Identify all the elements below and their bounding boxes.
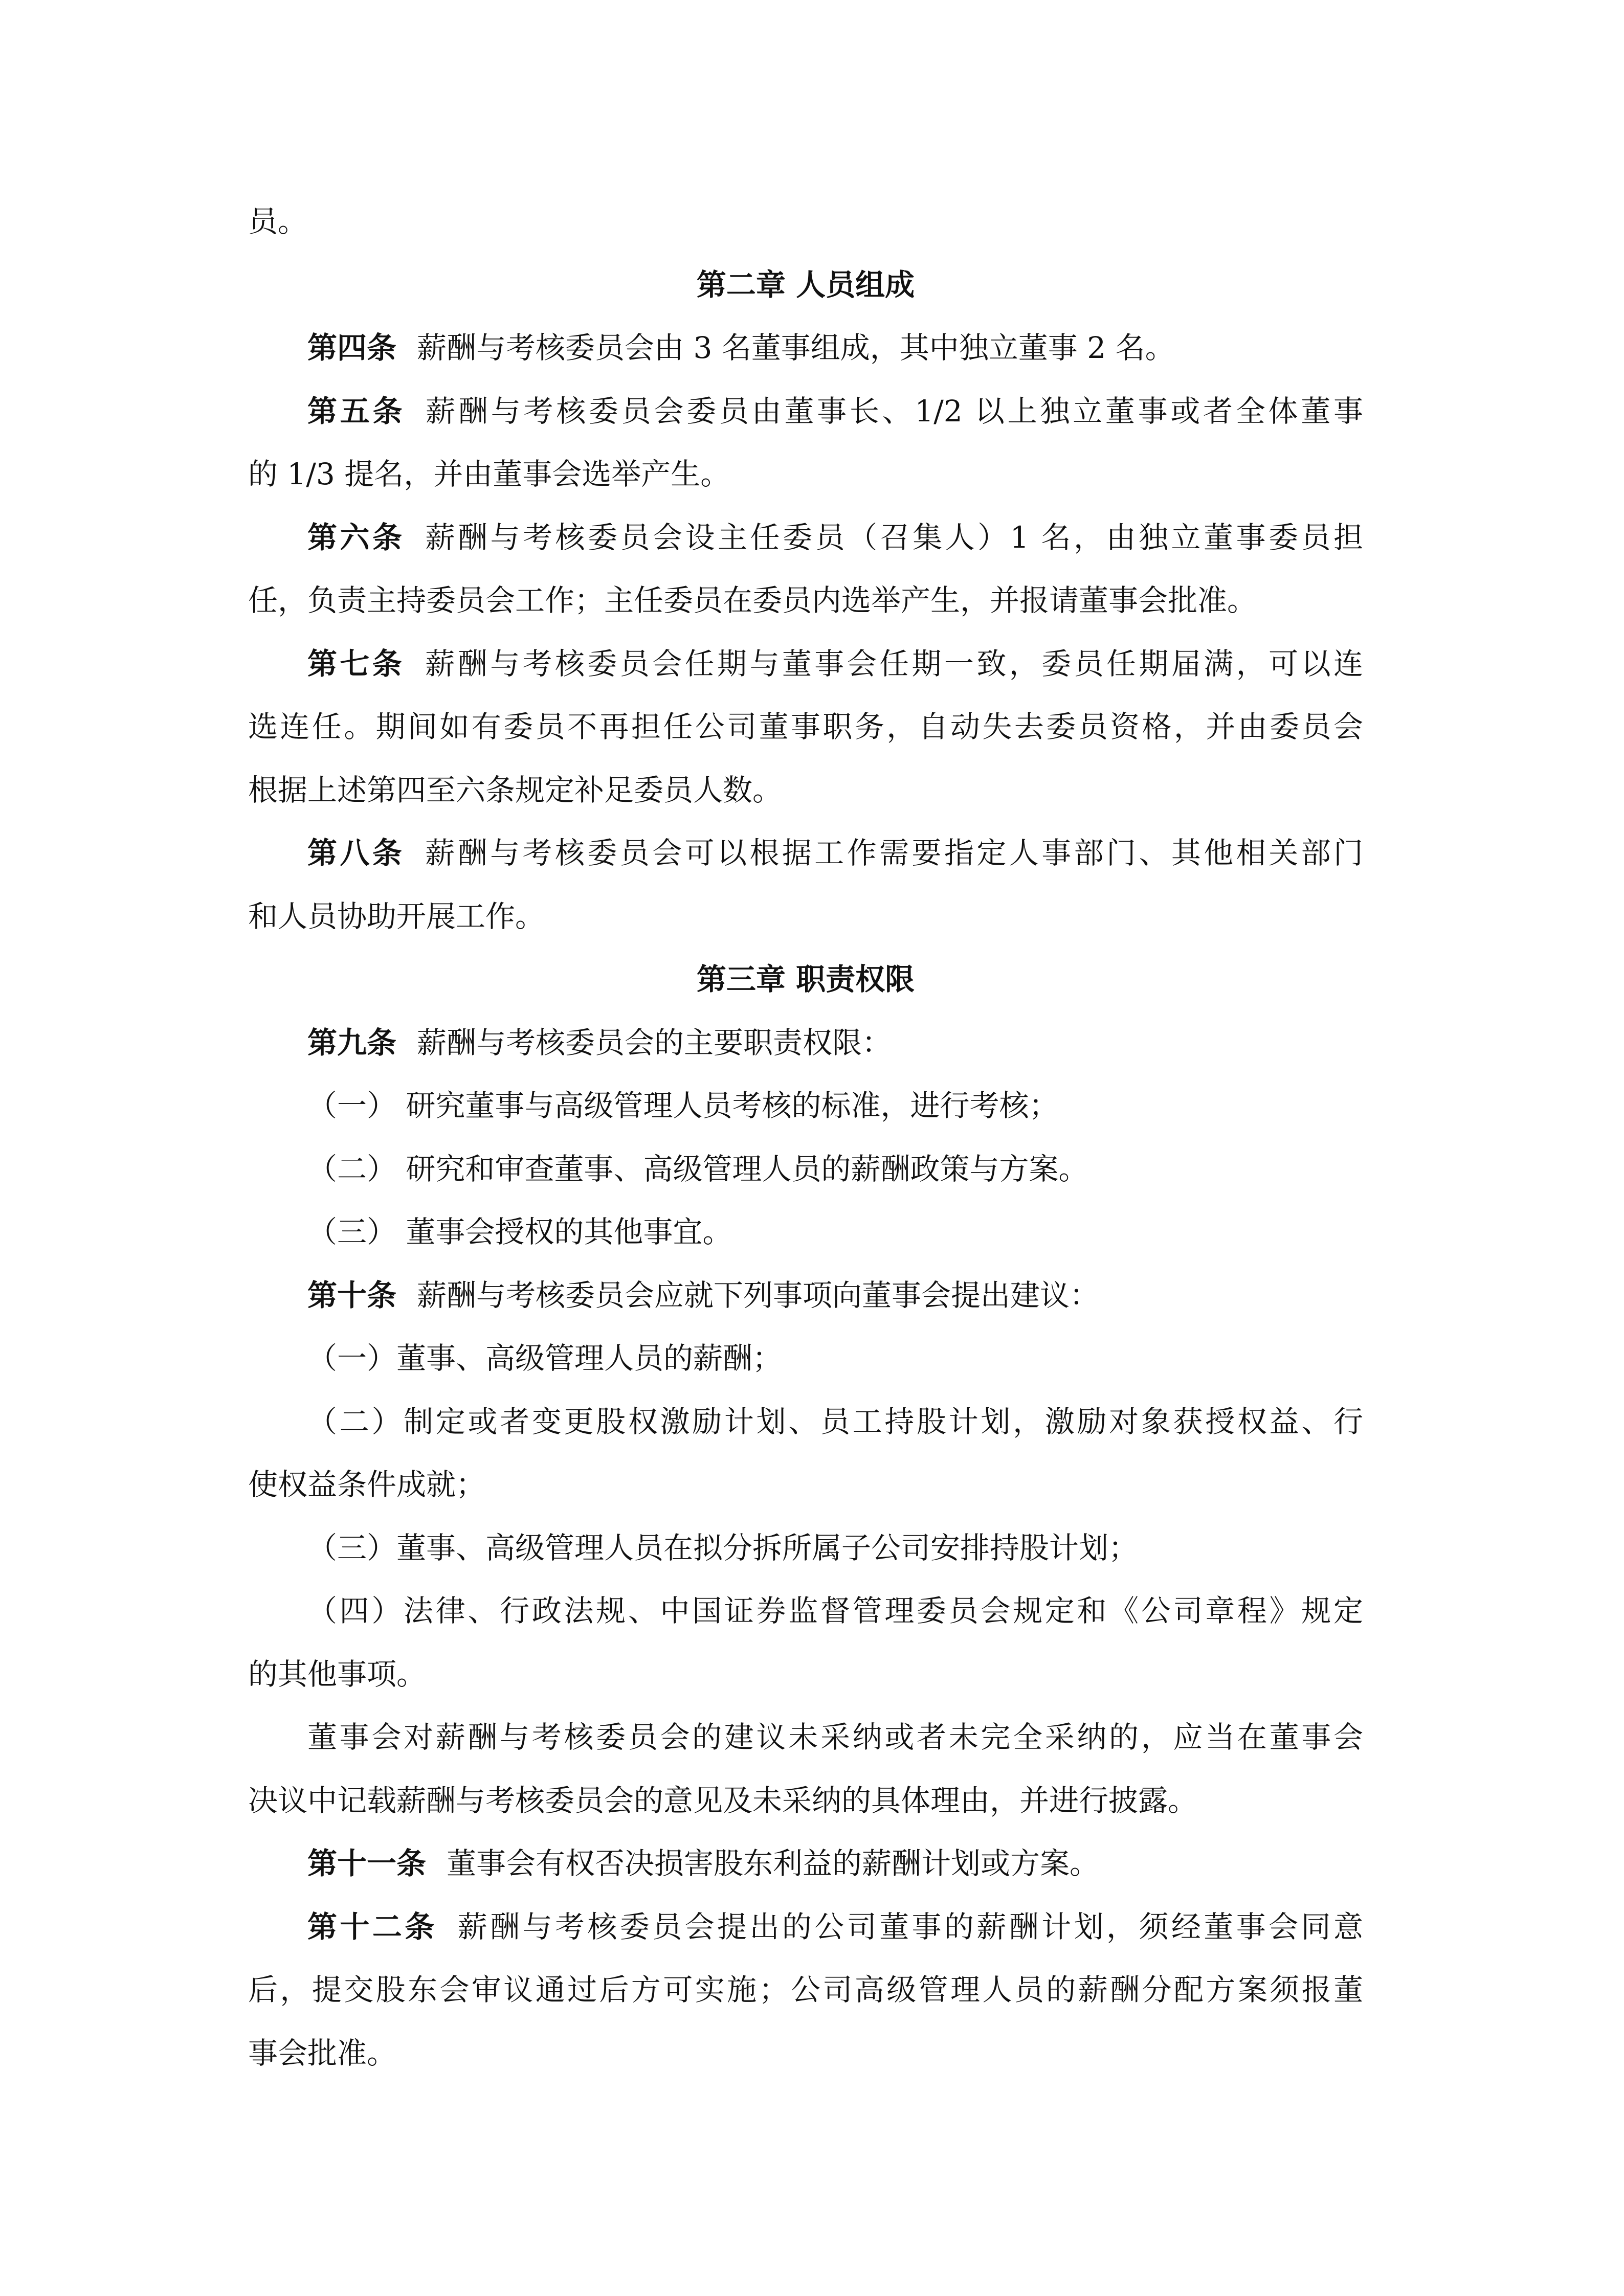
- paragraph-line: 事会批准。: [248, 2035, 397, 2070]
- paragraph-line: 根据上述第四至六条规定补足委员人数。: [248, 772, 783, 807]
- paragraph-line: 的 1/3 提名，并由董事会选举产生。: [248, 457, 730, 491]
- article-line: 第七条 薪酬与考核委员会任期与董事会任期一致，委员任期届满，可以连: [307, 646, 1363, 681]
- paragraph-line: 选连任。期间如有委员不再担任公司董事职务，自动失去委员资格，并由委员会: [248, 709, 1363, 744]
- list-item: （一） 研究董事与高级管理人员考核的标准，进行考核；: [307, 1088, 1059, 1123]
- paragraph-line: 董事会对薪酬与考核委员会的建议未采纳或者未完全采纳的，应当在董事会: [307, 1720, 1363, 1754]
- article-number: 第十二条: [307, 1909, 437, 1944]
- article-number: 第十一条: [307, 1846, 427, 1881]
- article-line: 第十条 薪酬与考核委员会应就下列事项向董事会提出建议：: [307, 1277, 1100, 1313]
- list-item: （三） 董事会授权的其他事宜。: [307, 1214, 732, 1249]
- chapter-heading: 第三章 职责权限: [696, 962, 915, 997]
- paragraph-line: 任，负责主持委员会工作；主任委员在委员内选举产生，并报请董事会批准。: [248, 583, 1257, 618]
- paragraph-line: 后，提交股东会审议通过后方可实施；公司高级管理人员的薪酬分配方案须报董: [248, 1972, 1363, 2007]
- list-item: （三）董事、高级管理人员在拟分拆所属子公司安排持股计划；: [307, 1530, 1139, 1565]
- document-page: [248, 199, 1363, 2094]
- article-number: 第八条: [307, 836, 405, 870]
- list-item: （二）制定或者变更股权激励计划、员工持股计划，激励对象获授权益、行: [307, 1404, 1363, 1439]
- article-number: 第九条: [307, 1025, 397, 1060]
- article-line: 第八条 薪酬与考核委员会可以根据工作需要指定人事部门、其他相关部门: [307, 836, 1363, 870]
- article-line: 第十一条 董事会有权否决损害股东利益的薪酬计划或方案。: [307, 1846, 1100, 1881]
- article-line: 第六条 薪酬与考核委员会设主任委员（召集人）1 名，由独立董事委员担: [307, 520, 1363, 555]
- article-line: 第四条 薪酬与考核委员会由 3 名董事组成，其中独立董事 2 名。: [307, 330, 1175, 365]
- paragraph-line: 决议中记载薪酬与考核委员会的意见及未采纳的具体理由，并进行披露。: [248, 1783, 1198, 1818]
- article-line: 第五条 薪酬与考核委员会委员由董事长、1/2 以上独立董事或者全体董事: [307, 393, 1363, 429]
- article-number: 第五条: [307, 393, 406, 429]
- article-number: 第四条: [307, 330, 397, 365]
- article-number: 第七条: [307, 646, 405, 681]
- chapter-heading: 第二章 人员组成: [696, 267, 915, 302]
- article-number: 第十条: [307, 1277, 397, 1313]
- article-number: 第六条: [307, 520, 405, 555]
- paragraph-line: 使权益条件成就；: [248, 1467, 486, 1502]
- article-line: 第十二条 薪酬与考核委员会提出的公司董事的薪酬计划，须经董事会同意: [307, 1909, 1363, 1944]
- paragraph-line: 和人员协助开展工作。: [248, 898, 545, 934]
- paragraph-line: 的其他事项。: [248, 1656, 427, 1692]
- list-item: （二） 研究和审查董事、高级管理人员的薪酬政策与方案。: [307, 1151, 1088, 1186]
- article-line: 第九条 薪酬与考核委员会的主要职责权限：: [307, 1025, 892, 1060]
- paragraph-line: 员。: [248, 204, 308, 239]
- list-item: （四）法律、行政法规、中国证券监督管理委员会规定和《公司章程》规定: [307, 1593, 1363, 1628]
- list-item: （一）董事、高级管理人员的薪酬；: [307, 1341, 783, 1376]
